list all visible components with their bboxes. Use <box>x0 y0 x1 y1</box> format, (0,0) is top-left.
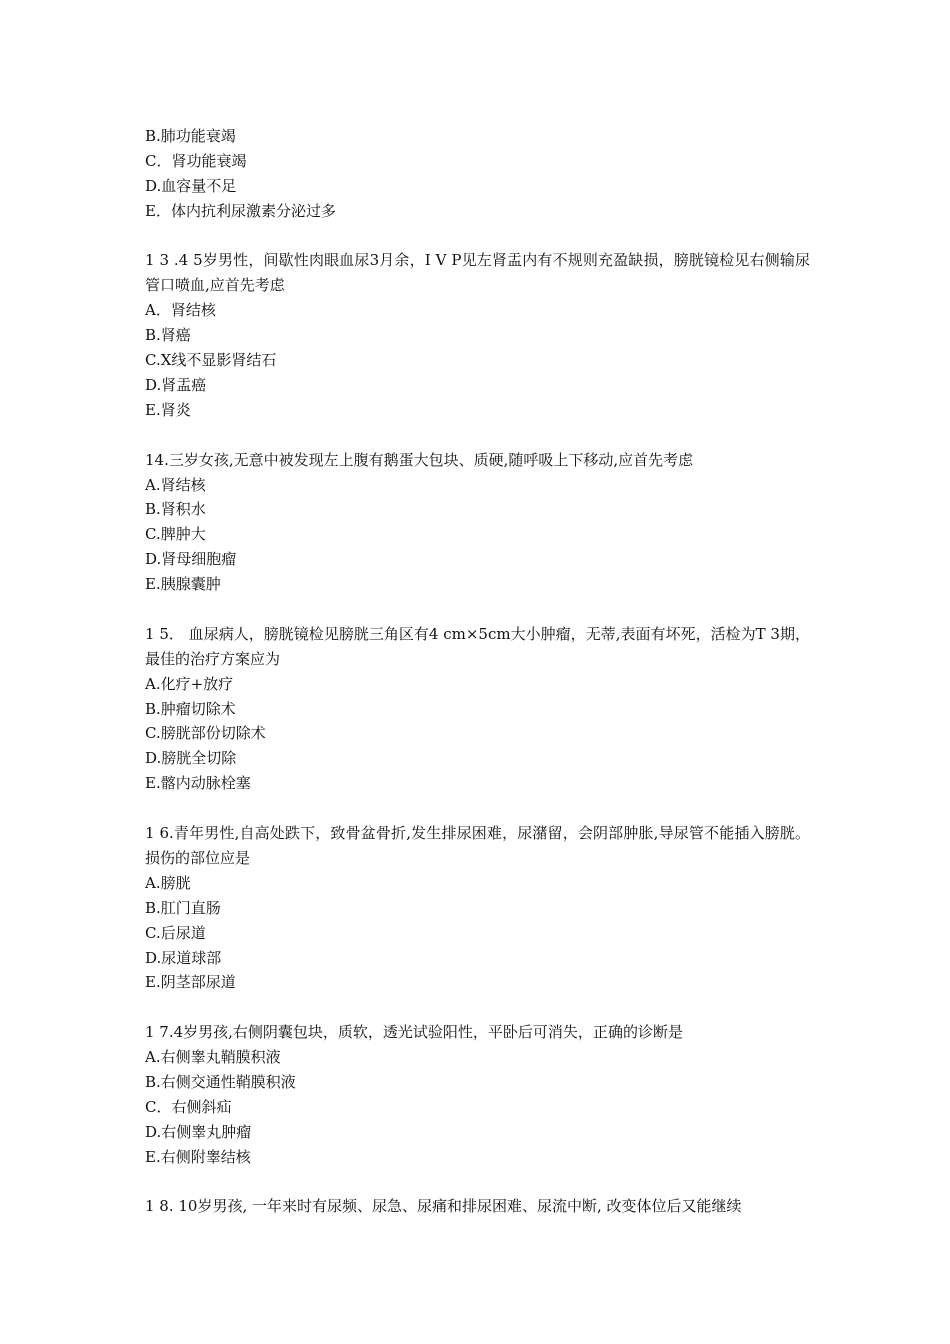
question-stem: 1 3 .4 5岁男性，间歇性肉眼血尿3月余，I V P见左肾盂内有不规则充盈缺损，膀胱镜检见右侧输尿管口喷血,应首先考虑 <box>145 251 810 295</box>
answer-option: A.化疗+放疗 <box>145 674 234 693</box>
question-stem: 14.三岁女孩,无意中被发现左上腹有鹅蛋大包块、质硬,随呼吸上下移动,应首先考虑 <box>145 450 694 469</box>
question-stem: 1 8. 10岁男孩, 一年来时有尿频、尿急、尿痛和排尿困难、尿流中断, 改变体位后又能继续 <box>145 1197 742 1216</box>
paragraph-gap <box>145 796 810 821</box>
document-page <box>145 124 810 1219</box>
answer-option: B.右侧交通性鞘膜积液 <box>145 1072 296 1091</box>
answer-option: C.脾肿大 <box>145 525 206 544</box>
answer-option: C.X线不显影肾结石 <box>145 351 277 370</box>
answer-option: B.肾积水 <box>145 500 206 519</box>
answer-option: C.膀胱部份切除术 <box>145 724 266 743</box>
paragraph-gap <box>145 995 810 1020</box>
answer-option: A.膀胱 <box>145 873 191 892</box>
answer-option: B.肛门直肠 <box>145 898 221 917</box>
answer-option: E.右侧附睾结核 <box>145 1147 251 1166</box>
answer-option: E.阴茎部尿道 <box>145 973 236 992</box>
question-stem: 1 6.青年男性,自高处跌下，致骨盆骨折,发生排尿困难，尿潴留，会阴部肿胀,导尿管不能插入膀胱。损伤的部位应是 <box>145 824 810 867</box>
answer-option: E.胰腺囊肿 <box>145 575 221 594</box>
answer-option: C.后尿道 <box>145 923 206 942</box>
answer-option: D.肾母细胞瘤 <box>145 550 237 569</box>
answer-option: A.肾结核 <box>145 475 206 494</box>
answer-option: D.血容量不足 <box>145 176 237 195</box>
answer-option: A.右侧睾丸鞘膜积液 <box>145 1048 281 1067</box>
paragraph-gap <box>145 423 810 448</box>
question-stem: 1 7.4岁男孩,右侧阴囊包块，质软，透光试验阳性，平卧后可消失，正确的诊断是 <box>145 1023 683 1042</box>
question-stem: 1 5． 血尿病人，膀胱镜检见膀胱三角区有4 cm×5cm大小肿瘤，无蒂,表面有坏死，活检为T 3期，最佳的治疗方案应为 <box>145 624 810 668</box>
answer-option: B.肾癌 <box>145 326 191 345</box>
paragraph-gap <box>145 597 810 622</box>
paragraph-gap <box>145 224 810 249</box>
answer-option: D.膀胱全切除 <box>145 749 237 768</box>
answer-option: D.尿道球部 <box>145 948 222 967</box>
answer-option: E.肾炎 <box>145 400 191 419</box>
answer-option: C．右侧斜疝 <box>145 1097 232 1116</box>
answer-option: D.右侧睾丸肿瘤 <box>145 1122 252 1141</box>
answer-option: C．肾功能衰竭 <box>145 151 247 170</box>
answer-option: A．肾结核 <box>145 301 216 320</box>
answer-option: D.肾盂癌 <box>145 375 207 394</box>
answer-option: E．体内抗利尿激素分泌过多 <box>145 201 336 220</box>
answer-option: B.肿瘤切除术 <box>145 699 236 718</box>
answer-option: B.肺功能衰竭 <box>145 127 236 145</box>
paragraph-gap <box>145 1170 810 1195</box>
answer-option: E.髂内动脉栓塞 <box>145 774 251 793</box>
